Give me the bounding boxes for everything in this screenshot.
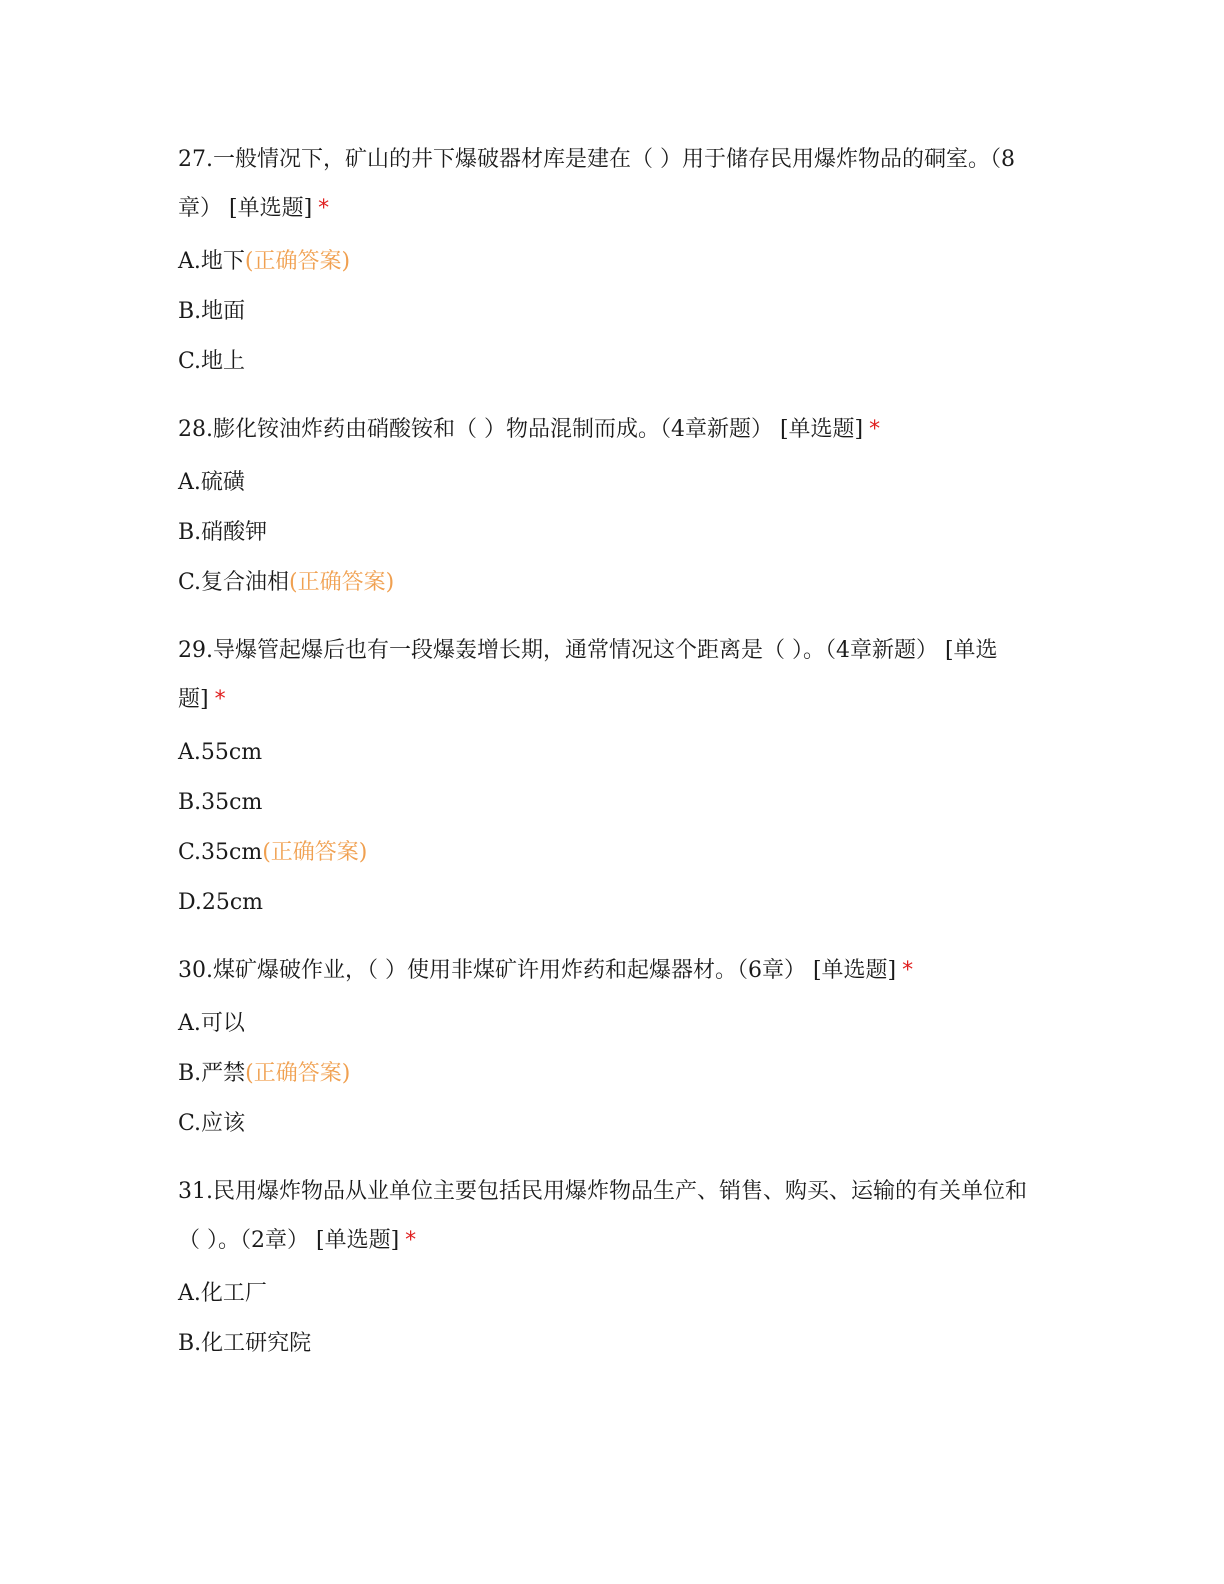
option[interactable] [178, 1099, 1038, 1149]
required-mark: * [405, 1228, 417, 1253]
option-label: B.地面 [178, 299, 246, 324]
option-label: A.硫磺 [178, 470, 245, 495]
option-label: C.35cm [178, 840, 263, 865]
option-label: B.35cm [178, 790, 263, 815]
question-27 [178, 135, 1038, 387]
option-label: C.应该 [178, 1111, 246, 1136]
option[interactable] [178, 1049, 1038, 1099]
option-label: B.化工研究院 [178, 1331, 312, 1356]
question-30 [178, 946, 1038, 1149]
required-mark: * [902, 958, 914, 983]
option[interactable] [178, 1269, 1038, 1319]
required-mark: * [318, 196, 330, 221]
option-label: D.25cm [178, 890, 264, 915]
option[interactable] [178, 508, 1038, 558]
option[interactable] [178, 828, 1038, 878]
option[interactable] [178, 458, 1038, 508]
correct-answer-tag: (正确答案) [262, 840, 368, 865]
question-text: 27.一般情况下，矿山的井下爆破器材库是建在（ ）用于储存民用爆炸物品的硐室。（8章） [单选题] [178, 147, 1015, 221]
question-text: 30.煤矿爆破作业，（ ）使用非煤矿许用炸药和起爆器材。（6章） [单选题] [178, 958, 897, 983]
option-label: B.硝酸钾 [178, 520, 268, 545]
option-label: A.55cm [178, 740, 263, 765]
required-mark: * [214, 687, 226, 712]
question-text: 28.膨化铵油炸药由硝酸铵和（ ）物品混制而成。（4章新题） [单选题] [178, 417, 864, 442]
option[interactable] [178, 999, 1038, 1049]
option[interactable] [178, 1319, 1038, 1369]
correct-answer-tag: (正确答案) [289, 570, 395, 595]
question-31 [178, 1167, 1038, 1369]
question-text: 29.导爆管起爆后也有一段爆轰增长期，通常情况这个距离是（ ）。（4章新题） [单选题] [178, 638, 998, 712]
option-label: C.复合油相 [178, 570, 290, 595]
option-label: B.严禁 [178, 1061, 246, 1086]
option[interactable] [178, 558, 1038, 608]
required-mark: * [869, 417, 881, 442]
option[interactable] [178, 337, 1038, 387]
correct-answer-tag: (正确答案) [244, 249, 351, 274]
option[interactable] [178, 728, 1038, 778]
option[interactable] [178, 237, 1038, 287]
option[interactable] [178, 287, 1038, 337]
question-text: 31.民用爆炸物品从业单位主要包括民用爆炸物品生产、销售、购买、运输的有关单位和（ ）。（2章） [单选题] [178, 1179, 1027, 1253]
option[interactable] [178, 778, 1038, 828]
option-label: C.地上 [178, 349, 246, 374]
question-29 [178, 626, 1038, 928]
question-28 [178, 405, 1038, 608]
option-label: A.化工厂 [178, 1281, 267, 1306]
correct-answer-tag: (正确答案) [245, 1061, 351, 1086]
option-label: A.地下 [178, 249, 245, 274]
question-list [178, 135, 1038, 1369]
option-label: A.可以 [178, 1011, 245, 1036]
option[interactable] [178, 878, 1038, 928]
